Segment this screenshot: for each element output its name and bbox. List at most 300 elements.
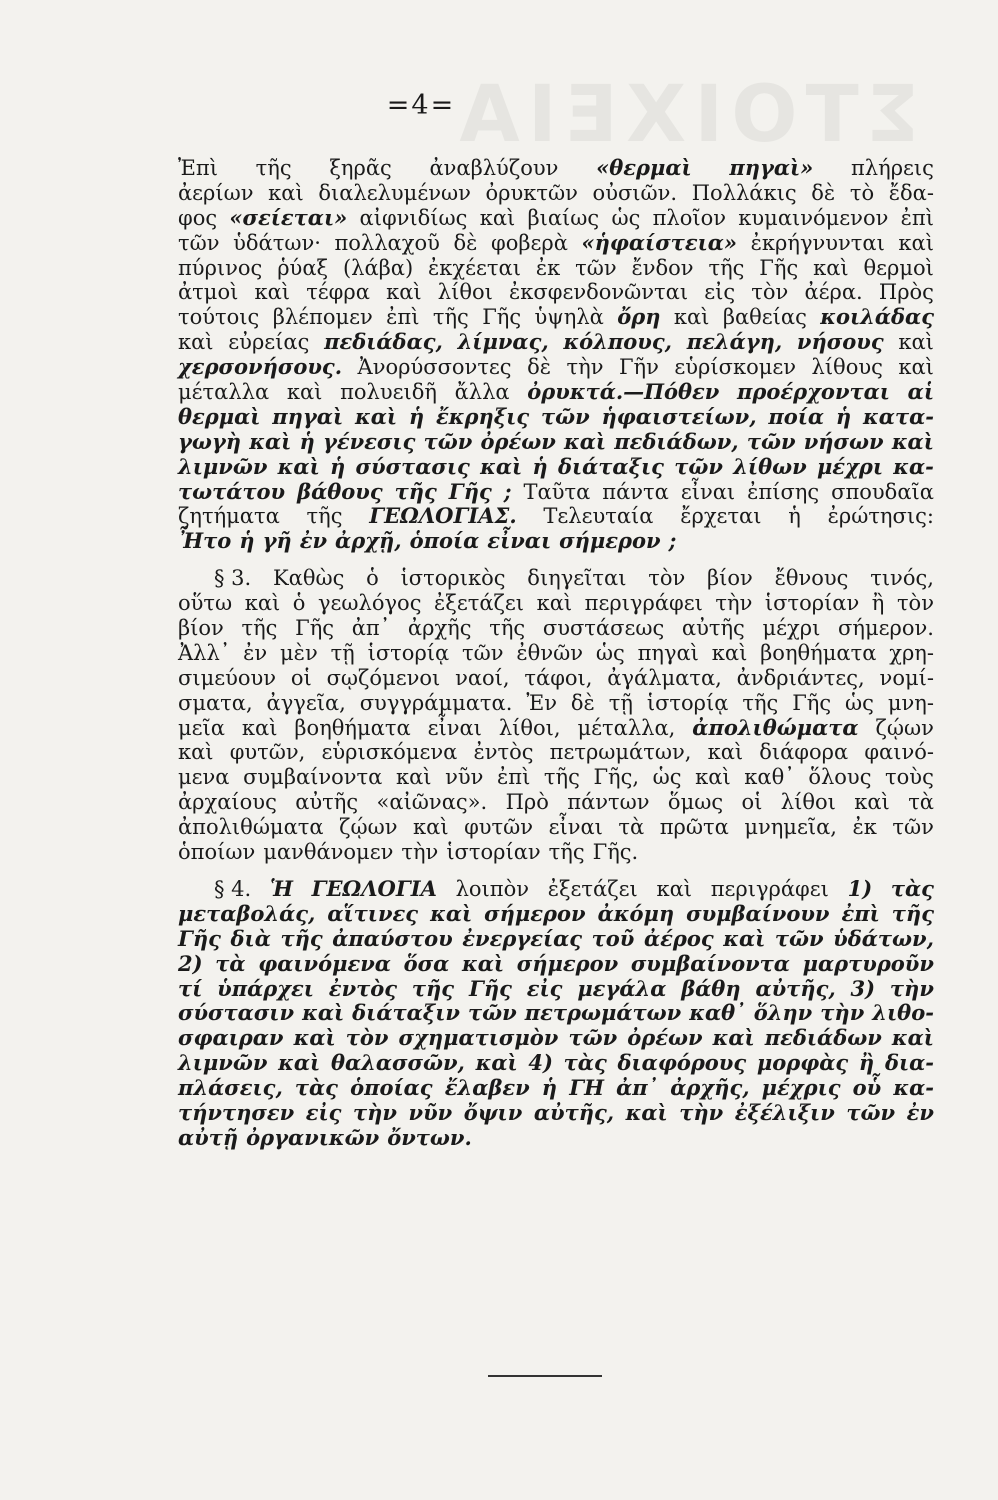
word: εἶναι	[680, 479, 736, 504]
text-line	[178, 1076, 934, 1101]
word: τέφρα	[306, 280, 370, 305]
text-line	[178, 566, 934, 591]
word: καὶ	[286, 380, 323, 405]
word: τῶν	[846, 1099, 896, 1125]
word: κα-	[893, 1075, 934, 1101]
word: ἱστορικὸς	[400, 566, 506, 591]
text-line	[178, 206, 934, 231]
word: λιμνῶν	[178, 453, 268, 479]
text-line	[178, 480, 934, 505]
word: πεδιάδων	[764, 1025, 882, 1051]
text-line	[178, 1126, 934, 1151]
word: τῆς	[742, 690, 779, 715]
word: βοηθήματα	[760, 640, 877, 665]
word: τῆς	[543, 765, 580, 790]
word: ὑπάρχει	[217, 975, 314, 1001]
word: τῶν	[892, 815, 934, 840]
word: τῶν	[575, 255, 617, 280]
word: Ἐπὶ	[178, 156, 218, 180]
word: καὶ	[695, 765, 731, 790]
word: τῶν	[568, 1025, 618, 1051]
word: λοιπὸν	[455, 876, 529, 901]
word: ἐξετάζει	[434, 591, 525, 616]
word: διαφόρους	[617, 1050, 747, 1076]
word: ἱστορίᾳ	[367, 640, 450, 665]
word: Ἀλλ᾿	[178, 640, 231, 665]
word: ὁ	[292, 591, 306, 616]
word: περιγράφει	[584, 591, 703, 616]
word: λίθοι	[780, 790, 836, 815]
word: πεδιάδων,	[614, 428, 739, 454]
word: τῶν	[540, 403, 590, 429]
word: ἔθνους	[774, 566, 849, 591]
word: ἡ	[532, 453, 548, 479]
word: ὀρυκτά.—Πόθεν	[527, 379, 720, 405]
word: ἔνδον	[631, 255, 694, 280]
word: συμβαίνοντα	[243, 765, 383, 790]
word: λίθοι	[437, 280, 493, 305]
word: τούτοις	[178, 305, 260, 330]
word: τοῦ	[591, 925, 635, 951]
text-line	[178, 840, 934, 865]
word: ἀκόμη	[597, 900, 675, 926]
word: εὐρείας	[228, 330, 310, 355]
word: αἱ	[907, 379, 934, 405]
word: ἡ	[330, 453, 346, 479]
word: Γῆς	[759, 255, 799, 280]
word: ἐντὸς	[473, 740, 534, 765]
word: καὶ	[898, 355, 934, 380]
word: αὐτῆς	[681, 616, 745, 641]
text-line	[178, 616, 934, 641]
word: ἀπολιθώματα	[178, 815, 324, 840]
word: ἀναβλύζουν	[429, 156, 559, 180]
word: 3)	[850, 975, 876, 1001]
text-line	[178, 305, 934, 330]
word: «ἡφαίστεια»	[581, 229, 738, 255]
word: καὶ	[461, 950, 505, 976]
word: καὶ	[898, 230, 934, 255]
word: αἵτινες	[327, 900, 419, 926]
text-line	[178, 330, 934, 355]
word: καὶ	[178, 330, 214, 355]
word: κυμαινόμενον	[738, 205, 889, 230]
word: πλοῖον	[652, 205, 727, 230]
word: πεδιάδας,	[324, 329, 443, 355]
word: λίμνας,	[457, 329, 549, 355]
word: ἐπὶ	[497, 765, 531, 790]
word: τωτάτου	[178, 478, 286, 504]
word: καὶ	[563, 428, 607, 454]
word: ὀργανικῶν	[246, 1124, 380, 1150]
word: καὶ	[277, 453, 320, 479]
word: φοβερὰ	[490, 230, 568, 255]
word: κα-	[893, 453, 934, 479]
word: ὡς	[611, 205, 641, 230]
word: εἰς	[526, 975, 563, 1001]
word: Ἦτο	[178, 528, 232, 554]
word: τὴν	[401, 840, 439, 865]
word: καὶ	[475, 1050, 518, 1076]
word: ἀπ᾿	[351, 616, 391, 641]
end-rule	[488, 1375, 602, 1377]
text-line	[178, 1026, 934, 1051]
word: ;	[668, 528, 677, 554]
word: διαλελυμένων	[318, 180, 471, 205]
text-line	[178, 455, 934, 480]
word: ποία	[768, 403, 825, 429]
word: ἡ	[299, 428, 315, 454]
word: τῶν	[423, 428, 473, 454]
word: θαλασσῶν,	[330, 1050, 465, 1076]
word: σήμερον.	[838, 616, 934, 641]
word: αὐτῆς,	[533, 1099, 615, 1125]
word: Πρὸ	[505, 790, 549, 815]
word: ὑψηλὰ	[534, 305, 604, 330]
word: μέχρι	[762, 616, 821, 641]
word: ὀρέων	[627, 1025, 703, 1051]
word: τὰς	[294, 1075, 338, 1101]
word: οἱ	[741, 790, 763, 815]
word: «σείεται»	[229, 204, 348, 230]
word: ἐκ	[852, 815, 877, 840]
word: μέταλλα	[178, 380, 270, 405]
word: σπουδαῖα	[831, 479, 934, 504]
word: δὲ	[811, 180, 836, 205]
word: ἀρχῆς,	[670, 1075, 750, 1101]
word: τῆς	[432, 305, 469, 330]
text-line	[178, 231, 934, 256]
word: τῶν	[462, 640, 504, 665]
word: μέχρι	[816, 453, 884, 479]
word: ζῴων	[339, 815, 398, 840]
word: καὶ	[395, 765, 432, 790]
word: σιμεύουν	[178, 665, 277, 690]
word: Πρὸς	[878, 280, 934, 305]
word: δὲ	[527, 355, 551, 380]
word: εἶναι	[487, 528, 552, 554]
word: (λάβα)	[342, 255, 414, 280]
word: 2)	[178, 950, 203, 976]
word: Γῆς	[295, 616, 335, 641]
word: καὶ	[898, 330, 934, 355]
word: νῦν	[445, 765, 484, 790]
word: οὗ	[852, 1075, 882, 1101]
text-line	[178, 1051, 934, 1076]
word: ῥύαξ	[277, 255, 329, 280]
word: τί	[178, 975, 203, 1001]
word: τὸν	[648, 566, 686, 591]
word: τὴν	[820, 1000, 865, 1026]
word: μνημεῖα,	[744, 815, 837, 840]
word: πολλαχοῦ	[334, 230, 440, 255]
word: καὶ	[536, 591, 573, 616]
word: θερμοὶ	[863, 255, 934, 280]
word: ὑδάτων·	[233, 230, 321, 255]
word: ὡς	[845, 690, 874, 715]
word: ἐπὶ	[386, 305, 420, 330]
word: αὐτῆς,	[755, 975, 836, 1001]
word: ἡ	[408, 403, 425, 429]
text-line	[178, 927, 934, 952]
bleed-through-shadow: ΣΤΟΙΧΕΙΑ	[451, 70, 920, 160]
word: ἡ	[788, 504, 801, 529]
word: διηγεῖται	[527, 566, 627, 591]
word: τῆς	[489, 616, 526, 641]
word: ἢ	[871, 591, 885, 616]
word: φαινό-	[864, 740, 934, 765]
word: ἀνδριάντες,	[736, 665, 865, 690]
word: σήμερον	[484, 900, 586, 926]
word: ὅμως	[667, 790, 724, 815]
word: ἱστορίαν	[446, 840, 541, 865]
word: εἶναι	[427, 715, 482, 740]
word: τῆς	[306, 504, 343, 529]
word: ὁ	[366, 566, 379, 591]
word: μεταβολάς,	[178, 900, 316, 926]
word: πηγαὶ	[272, 403, 344, 429]
word: ΓΕΩΛΟΓΙΑΣ.	[369, 503, 517, 529]
word: τὰς	[563, 1050, 607, 1076]
text-line	[178, 902, 934, 927]
word: Γῆς.	[592, 840, 639, 865]
word: Γῆς	[468, 975, 512, 1001]
body-text	[178, 156, 934, 1151]
word: καθ᾿	[744, 765, 795, 790]
text-line	[178, 740, 934, 765]
word: νήσων	[803, 428, 884, 454]
word: εὑρίσκομεν	[674, 355, 797, 380]
word: σματα,	[178, 690, 253, 715]
word: βιαίως	[527, 205, 600, 230]
word: συστάσεως	[542, 616, 665, 641]
word: πάντα	[602, 479, 669, 504]
text-line	[178, 355, 934, 380]
word: λίθων	[733, 453, 807, 479]
word: πετρωμάτων,	[549, 740, 692, 765]
word: ξηρᾶς	[329, 156, 392, 180]
word: ἐξέλιξιν	[734, 1099, 835, 1125]
word: ὅλους	[808, 765, 872, 790]
word: βίον	[178, 616, 224, 641]
text-line	[178, 591, 934, 616]
word: ἐπὶ	[900, 205, 934, 230]
word: οἱ	[290, 665, 312, 690]
word: τὰ	[618, 815, 645, 840]
word: Γῆς	[482, 305, 522, 330]
word: καὶ	[673, 305, 710, 330]
word: τῶν	[178, 230, 220, 255]
word: Γῆς	[178, 925, 221, 951]
word: ἐν	[906, 1099, 934, 1125]
word: ἡ	[835, 403, 852, 429]
word: 1)	[847, 875, 873, 901]
word: βίον	[707, 566, 753, 591]
word: ΓΗ	[569, 1075, 604, 1101]
word: φαινόμενα	[258, 950, 391, 976]
word: τὴν	[889, 975, 934, 1001]
text-line	[178, 666, 934, 691]
word: καὶ	[480, 453, 523, 479]
word: νομί-	[879, 665, 934, 690]
word: ἡ	[541, 1075, 558, 1101]
text-line	[178, 765, 934, 790]
word: 4)	[528, 1050, 553, 1076]
word: νήσους	[796, 329, 884, 355]
word: Ἐν	[526, 690, 557, 715]
word: ὡς	[595, 640, 625, 665]
word: ἀπ᾿	[616, 1075, 659, 1101]
word: σήμερον	[559, 528, 661, 554]
word: οὐσιῶν.	[592, 180, 678, 205]
word: θερμαὶ	[178, 403, 261, 429]
word: πύρινος	[178, 255, 263, 280]
word: ἔρχεται	[680, 504, 762, 529]
word: κοιλάδας	[820, 304, 934, 330]
text-line	[178, 691, 934, 716]
word: πλήρεις	[851, 156, 934, 180]
word: διάταξις	[557, 453, 664, 479]
word: καὶ	[268, 180, 304, 205]
text-line	[178, 181, 934, 206]
word: ὅλην	[753, 1000, 813, 1026]
word: τὸ	[849, 180, 875, 205]
word: Γῆς,	[593, 765, 640, 790]
word: ἐκχέεται	[428, 255, 521, 280]
word: ὄψιν	[463, 1099, 523, 1125]
word: καὶ	[891, 428, 934, 454]
word: Καθὼς	[272, 566, 345, 591]
word: πελάγη,	[686, 329, 783, 355]
word: ὡς	[652, 765, 682, 790]
word: ναοί,	[455, 665, 510, 690]
word: καὶ	[430, 900, 473, 926]
word: μενα	[178, 765, 230, 790]
word: ἀρχῇ,	[335, 528, 402, 554]
word: συμβαίνουν	[686, 900, 830, 926]
word: Πολλάκις	[691, 180, 797, 205]
word: τῆς	[891, 900, 934, 926]
word: ἱστορίαν	[764, 591, 860, 616]
text-line	[178, 1101, 934, 1126]
word: ὁποία	[409, 528, 480, 554]
word: ἢ	[858, 1050, 875, 1076]
text-line	[178, 380, 934, 405]
word: λιθο-	[872, 1000, 934, 1026]
word: δια-	[884, 1050, 934, 1076]
word: εἶναι	[548, 815, 603, 840]
word: τῆς	[394, 478, 437, 504]
word: καὶ	[711, 640, 748, 665]
word: πρῶτα	[659, 815, 729, 840]
word: πηγαὶ	[637, 640, 699, 665]
paragraph	[178, 877, 934, 1151]
word: τοὺς	[885, 765, 934, 790]
word: καθ᾿	[689, 1000, 746, 1026]
word: συγγράμματα.	[359, 690, 513, 715]
word: σῳζόμενοι	[326, 665, 441, 690]
word: βλέπομεν	[272, 305, 373, 330]
word: καὶ	[241, 715, 278, 740]
word: ἐπίσης	[747, 479, 820, 504]
word: μορφὰς	[756, 1050, 849, 1076]
word: τῶν	[674, 453, 723, 479]
text-line	[178, 815, 934, 840]
text-line	[178, 977, 934, 1002]
word: αἰφνιδίως	[359, 205, 468, 230]
word: καὶ	[656, 876, 692, 901]
word: ἀπαύστου	[332, 925, 453, 951]
word: ἐρώτησις:	[827, 504, 934, 529]
word: δὲ	[570, 690, 595, 715]
word: σφαιραν	[178, 1025, 284, 1051]
word: ἀτμοὶ	[178, 280, 239, 305]
word: τῆς	[241, 616, 278, 641]
text-line	[178, 405, 934, 430]
text-line	[178, 504, 934, 529]
word: Γῆς	[448, 478, 492, 504]
word: τὸν	[896, 591, 934, 616]
word: πολυειδῆ	[340, 380, 437, 405]
text-line	[178, 280, 934, 305]
word: ὄρη	[617, 304, 661, 330]
word: γεωλόγος	[318, 591, 422, 616]
word: βάθους	[297, 478, 383, 504]
word: φος	[178, 205, 218, 230]
word: καὶ	[854, 790, 890, 815]
word: γένεσις	[322, 428, 416, 454]
word: Γῆν	[618, 355, 659, 380]
word: οὕτω	[178, 591, 233, 616]
text-line	[178, 1001, 934, 1026]
word: Τελευταία	[543, 504, 654, 529]
word: καὶ	[813, 255, 849, 280]
word: Ἡ	[269, 875, 293, 901]
word: ἀπολιθώματα	[692, 714, 859, 740]
word: χερσονήσους.	[178, 354, 343, 380]
word: ;	[503, 478, 512, 504]
word: ὑδάτων,	[833, 925, 934, 951]
word: σήμερον	[516, 950, 619, 976]
word: μὲν	[280, 640, 318, 665]
word: σχηματισμὸν	[398, 1025, 559, 1051]
word: ἀέρα.	[804, 280, 863, 305]
word: τῶν	[746, 428, 796, 454]
word: ἐκσφενδονῶνται	[509, 280, 689, 305]
word: τὸν	[751, 280, 789, 305]
text-line	[178, 790, 934, 815]
word: ἐθνῶν	[516, 640, 583, 665]
word: ἀρχαίους	[178, 790, 277, 815]
word: σύστασιν	[178, 1000, 295, 1026]
word: βάθη	[681, 975, 741, 1001]
word: πετρωμάτων	[524, 1000, 682, 1026]
text-line	[178, 716, 934, 741]
word: καὶ	[413, 815, 449, 840]
text-line	[178, 641, 934, 666]
word: προέρχονται	[737, 379, 890, 405]
word: διάταξιν	[352, 1000, 460, 1026]
word: τῇ	[330, 640, 355, 665]
word: αὐτῆς	[295, 790, 359, 815]
word: βοηθήματα	[294, 715, 411, 740]
word: ἐκρήγνυνται	[750, 230, 885, 255]
word: «θερμαὶ	[596, 155, 692, 180]
word: ἱστορίᾳ	[646, 690, 729, 715]
text-line	[178, 256, 934, 281]
word: μαρτυροῦν	[802, 950, 934, 976]
word: ἡ	[239, 528, 255, 554]
